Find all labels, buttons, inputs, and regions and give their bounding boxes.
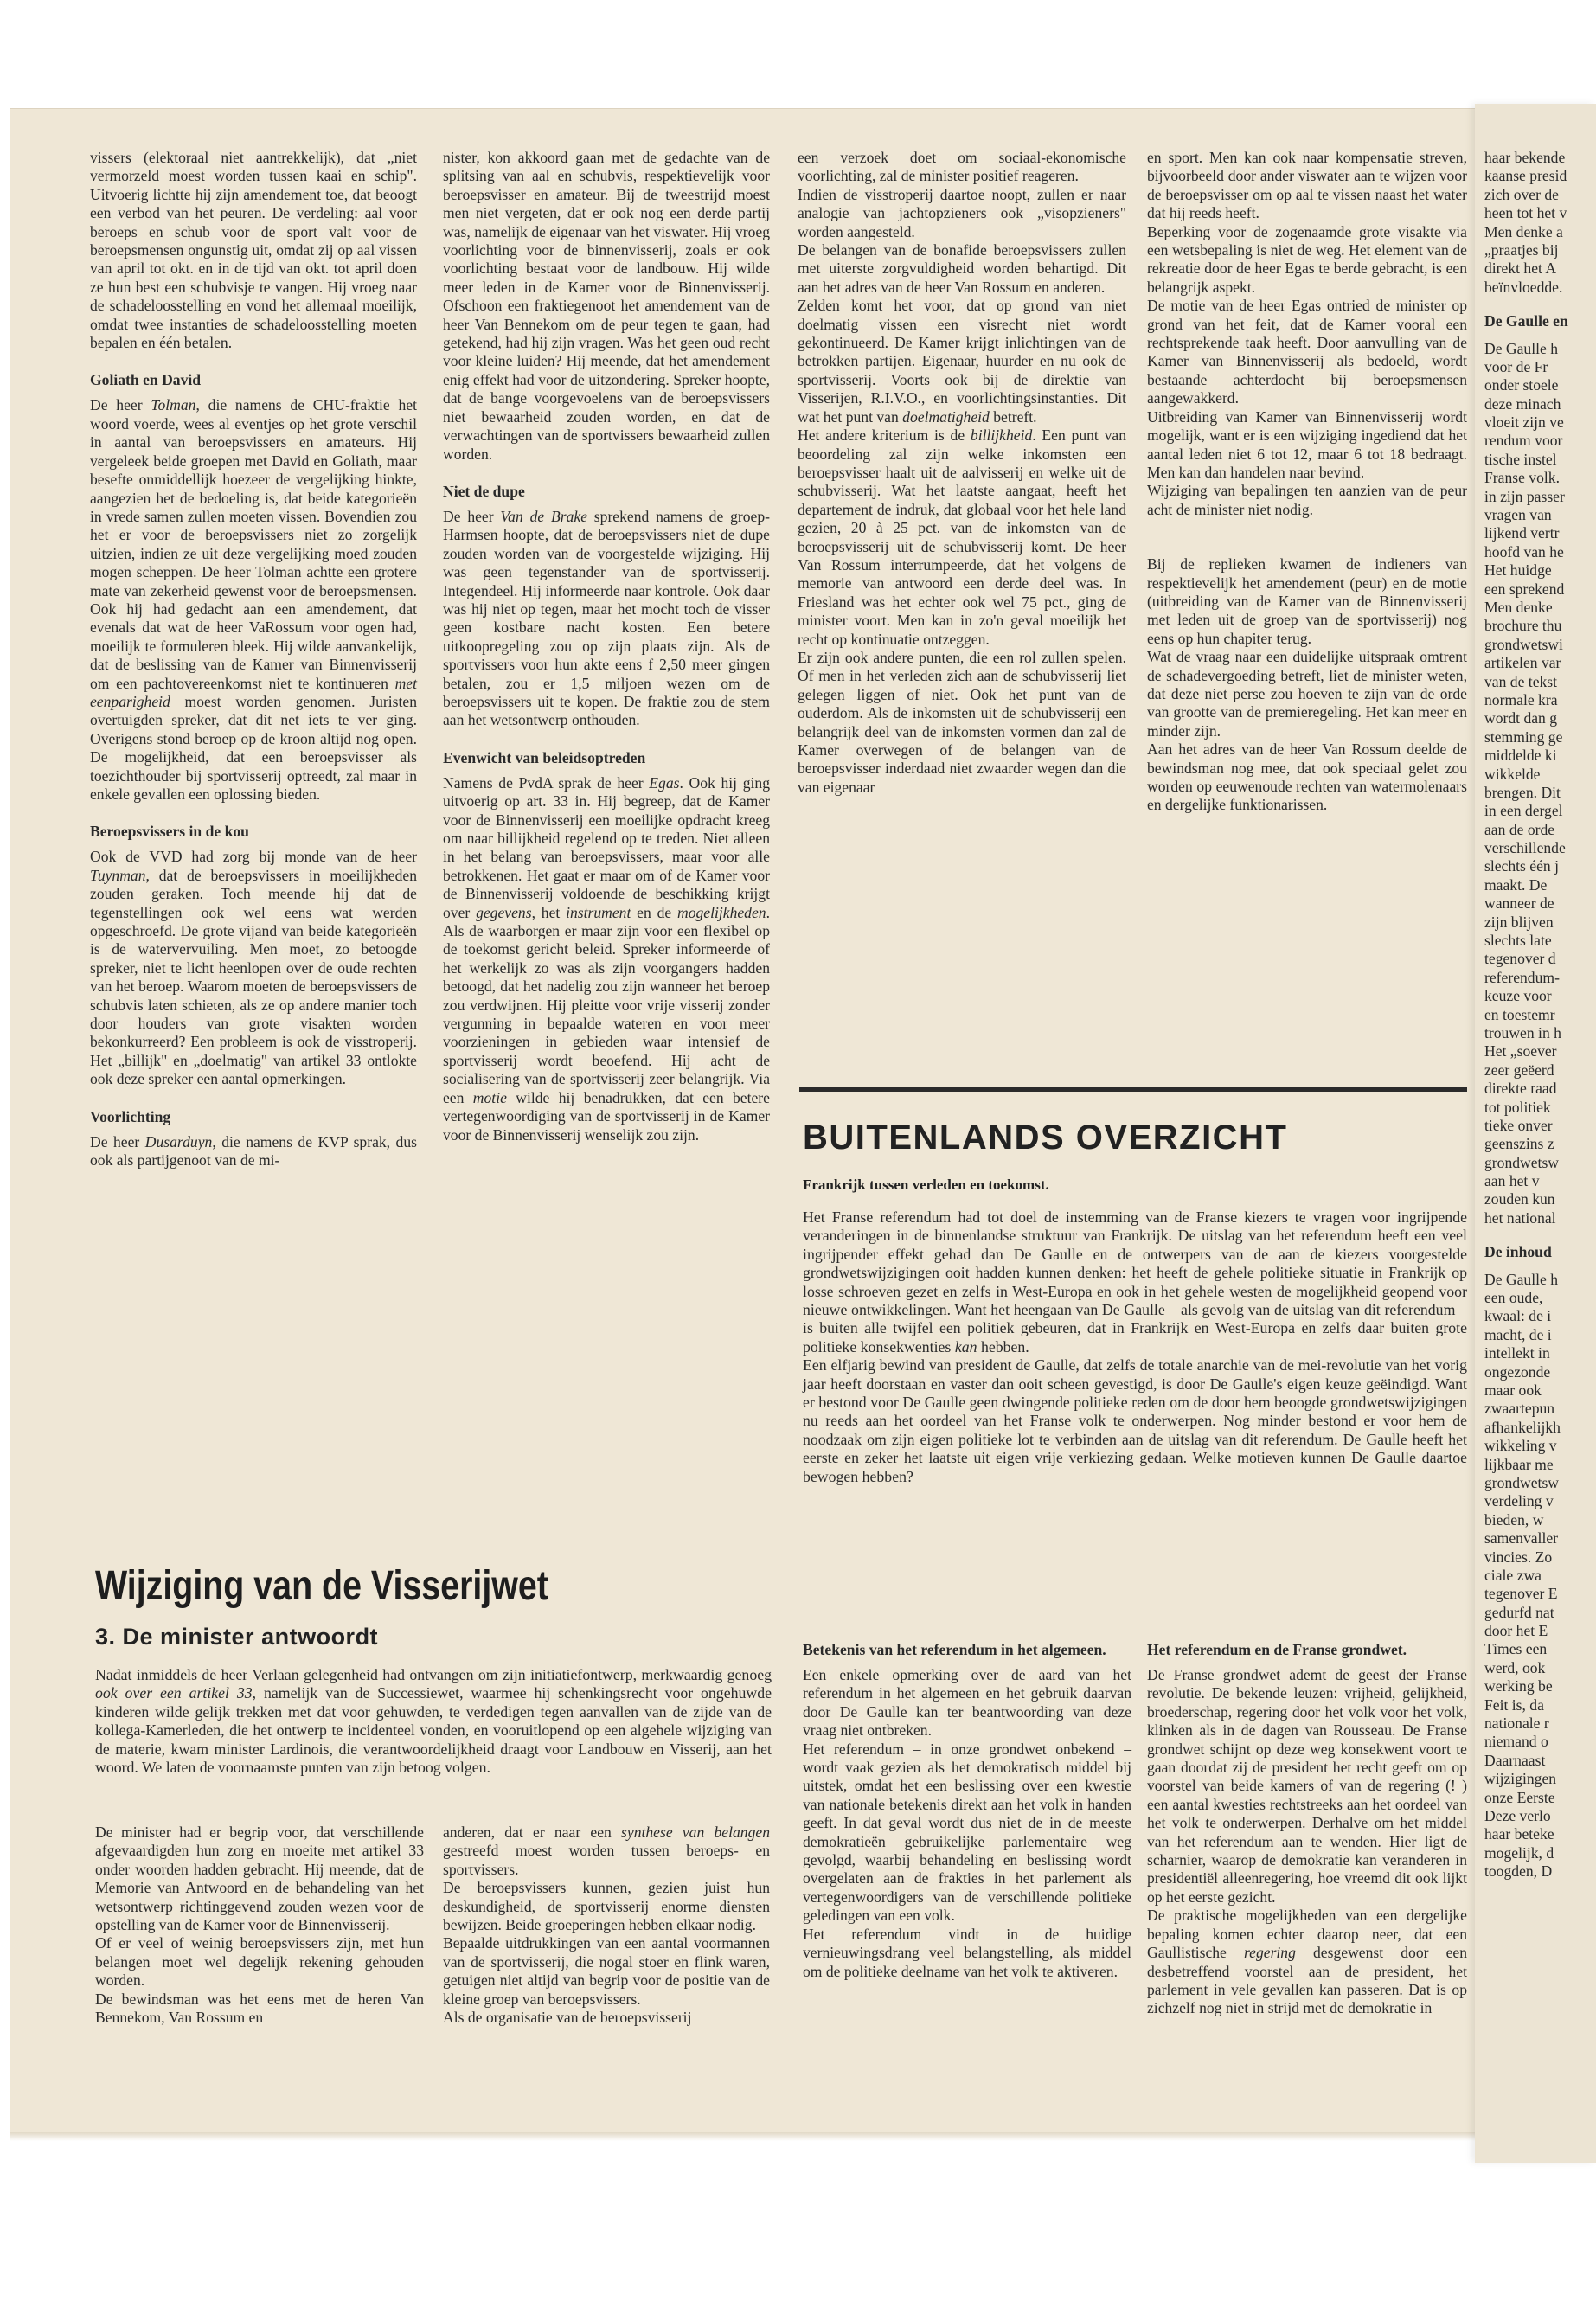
next-page-line: het national	[1484, 1208, 1556, 1227]
paragraph: Wijziging van bepalingen ten aanzien van de peur acht de minister niet nodig.	[1147, 482, 1467, 518]
article-lead: Het Franse referendum had tot doel de instemming van de Franse kiezers te vragen voor ingrijpende veranderingen in de binnenlandse struktuur van Frankrijk. De uitslag van het referendum heeft een veel ingrijpender effekt gehad dan De Gaulle en de ontwerpers van de aan de kiezers voorgestelde grondwetswijzigingen ooit hadden kunnen denken: het heeft de gehele politieke situatie in Frankrijk op losse schroeven gezet en zelfs in West-Europa en ook in het gehele westen de mogelijkheid geopend voor nieuwe ontwikkelingen. Want het heengaan van De Gaulle – als gevolg van de uitslag van dit referendum – is buiten alle twijfel een politiek gebeuren, dat in Frankrijk en West-Europa en zelfs daar buiten grote politieke konsekwenties kan hebben. Een elfjarig bewind van president de Gaulle, dat zelfs de totale anarchie van de mei-revolutie van het vorig jaar heeft doorstaan en vaster dan ooit scheen gevestigd, is door De Gaulle's eigen keuze geëindigd. Want er bestond voor De Gaulle geen dwingende politieke reden om de door hem beoogde grondwetswijzigingen nu reeds aan het oordeel van het Franse volk te onderwerpen. Nog minder bestond er voor hem de noodzaak om zijn eigen politieke lot te verbinden aan de uitslag van dit referendum. De Gaulle heeft het eerste en zeker het laatste uit eigen vrije verkiezing gedaan. Welke motieven kunnen De Gaulle daartoe bewogen hebben?	[803, 1208, 1467, 1485]
next-page-line: macht, de i	[1484, 1325, 1552, 1343]
next-page-line: Deze verlo	[1484, 1806, 1551, 1824]
next-page-line: zouden kun	[1484, 1190, 1555, 1208]
next-page-line: in een dergel	[1484, 802, 1563, 820]
next-page-line: slechts één j	[1484, 857, 1559, 875]
next-page-line: wijzigingen	[1484, 1770, 1557, 1788]
next-page-line: brengen. Dit	[1484, 783, 1561, 801]
next-page-line: intellekt in	[1484, 1344, 1550, 1362]
next-page-line: rendum voor	[1484, 432, 1563, 450]
next-page-line: Men denke	[1484, 598, 1553, 616]
paragraph: De beroepsvissers kunnen, gezien juist hun deskundigheid, de sportvisserij enorme diensten bewijzen. Beide groeperingen hebben elkaar nodig.	[443, 1879, 770, 1934]
paragraph: Ook de VVD had zorg bij monde van de heer Tuynman, dat de beroepsvissers in moeilijkheden zouden geraken. Toch meende hij dat de tegenstellingen ook wel eens wat werden opgeschroefd. De grote vijand van beide kategorieën is de watervervuiling. Men moet, zo betoogde spreker, niet te licht heenlopen over de oude rechten van het beroep. Waarom moeten de beroepsvissers de schubvis laten schieten, als ze op andere manier toch door houders van grote visakten worden bekonkurreerd? Een probleem is ook de visstroperij. Het „billijk" en „doelmatig" van artikel 33 ontlokte ook deze spreker een aantal opmerkingen.	[90, 848, 417, 1088]
next-page-line: brochure thu	[1484, 617, 1562, 635]
article-column-3	[798, 149, 1126, 797]
next-page-line: wanneer de	[1484, 894, 1554, 913]
paragraph: Als de organisatie van de beroepsvisserij	[443, 2009, 692, 2027]
paragraph: Namens de PvdA sprak de heer Egas. Ook hij ging uitvoerig op art. 33 in. Hij begreep, dat de Kamer voor de Binnenvisserij een moeilijke opdracht kreeg om naar billijkheid regelend op te treden. Niet alleen in het belang van beroepsvissers, maar voor alle betrokkenen. Het gaat er maar om of de Kamer voor de Binnenvisserij voldoende de beschikking krijgt over gegevens, het instrument en de mogelijkheden. Als de waarborgen er maar zijn voor een flexibel op de toekomst gericht beleid. Spreker informeerde of het werkelijk zo was als zijn voorgangers hadden betoogd, dat het nadelig zou zijn wanneer het beroep zou verdwijnen. Hij pleitte voor vrije visserij zonder vergunning in bepaalde wateren en voor meer voorzieningen in gebieden waar intensief de sportvisserij wordt beoefend. Hij acht de socialisering van de sportvisserij zeer belangrijk. Via een motie wilde hij benadrukken, dat een betere vertegenwoordiging van de sportvisserij in de Kamer voor de Binnenvisserij wenselijk zou zijn.	[443, 773, 771, 1144]
paragraph: Aan het adres van de heer Van Rossum deelde de bewindsman nog mee, dat ook speciaal gelet zou worden op eeuwenoude rechten van watermolenaars en dergelijke funktionarissen.	[1147, 740, 1467, 814]
next-page-line: Franse volk.	[1484, 469, 1560, 487]
next-page-line: zijn blijven	[1484, 913, 1554, 931]
next-page-line: direkte raad	[1484, 1080, 1557, 1098]
next-page-line: kaanse presid	[1484, 167, 1567, 185]
section-divider	[799, 1087, 1467, 1092]
paragraph: De heer Tolman, die namens de CHU-fraktie het woord voerde, wees al eventjes op het grote verschil in aantal van beroepsvissers en amateurs. Hij vergeleek beide groepen met David en Goliath, maar besefte onmiddellijk hoezeer de vergelijking hinkte, aangezien het de bedoeling is, dat beide kategorieën in vrede samen zullen moeten vissen. Bovendien zou het er voor de beroepsvissers niet zo zorgelijk uitzien, indien ze uit deze vergelijking moed zouden mogen scheppen. De heer Tolman achtte een grotere mate van zekerheid gewenst voor de beroepsmensen. Ook hij had gedacht aan een amendement, dat evenals dat wat de heer VaRossum voor ogen had, moeilijk te formuleren bleek. Hij wilde aanvankelijk, dat de beslissing van de Kamer van Binnenvisserij om een pachtovereenkomst niet te kontinueren met eenparigheid moest worden genomen. Juristen overtuigden spreker, dat dit net iets te ver ging. Overigens stond beroep op de kroon altijd nog open. De mogelijkheid, dat een beroepsvisser als toezichthouder bij sportvisserij optreedt, zal maar in enkele gevallen een oplossing bieden.	[90, 396, 417, 803]
next-page-line: haar beteke	[1484, 1825, 1554, 1843]
paragraph: Het referendum vindt in de huidige vernieuwingsdrang veel belangstelling, als middel om de politieke deelname van het volk te aktiveren.	[803, 1925, 1131, 1980]
article-lead: Nadat inmiddels de heer Verlaan gelegenheid had ontvangen om zijn initiatiefontwerp, merkwaardig genoeg ook over een artikel 33, namelijk van de Successiewet, waarmee hij schenkingsrecht voor ongehuwde kinderen wilde gelijk trekken met dat voor gehuwden, te verdedigen tegen aanvallen van de zijde van de kollega-Kamerleden, die het ontwerp te incidenteel vonden, en vooruitlopend op een algehele wijziging van de materie, kwam minister Lardinois, die verantwoordelijkheid draagt voor Landbouw en Visserij, aan het woord. We laten de voornaamste punten van zijn betoog volgen.	[95, 1666, 772, 1777]
next-page-line: Het „soever	[1484, 1042, 1557, 1061]
next-page-line: De Gaulle h	[1484, 339, 1559, 357]
next-page-line: ciale zwa	[1484, 1566, 1542, 1584]
next-page-line: grondwetsw	[1484, 1153, 1560, 1171]
next-page-line: zich over de	[1484, 185, 1559, 203]
paragraph: Bepaalde uitdrukkingen van een aantal voormannen van de sportvisserij, die nogal stoer en flink waren, getuigen niet altijd van begrip voor de positie van de kleine groep van beroepsvissers.	[443, 1934, 770, 2008]
next-page-line: van de tekst	[1484, 672, 1558, 690]
article-subtitle: 3. De minister antwoordt	[95, 1624, 379, 1650]
section-heading: Voorlichting	[90, 1107, 171, 1125]
next-page-block-3	[1484, 1271, 1595, 1881]
paragraph: Beperking voor de zogenaamde grote visakte via een wetsbepaling is niet de weg. Het element van de rekreatie door de heer Egas te berde gebracht, is een belangrijk aspekt.	[1147, 222, 1467, 296]
next-page-line: normale kra	[1484, 690, 1558, 708]
paragraph: Het andere kriterium is de billijkheid. Een punt van beoordeling zal zijn welke inkomsten een beroepsvisser haalt uit de aalvisserij en welke uit de schubvisserij. Wat het laatste aangaat, heeft het departement de indruk, dat globaal voor het hele land gezien, 20 à 25 pct. van de inkomsten van de beroepsvisserij uit de schubvisserij komt. De heer Van Rossum interrumpeerde, dat het volgens de memorie van antwoord een derde deel was. In Friesland was het echter ook wel 75 pct., ging de minister voort. Men kan in zo'n geval moeilijk het recht op kontinuatie ontzeggen.	[798, 426, 1126, 648]
paragraph: een verzoek doet om sociaal-ekonomische voorlichting, zal de minister positief reageren.	[798, 149, 1126, 185]
next-page-line: gedurfd nat	[1484, 1603, 1554, 1621]
next-page-block-2	[1484, 340, 1595, 1228]
next-page-line: „praatjes bij	[1484, 240, 1559, 259]
paragraph: De bewindsman was het eens met de heren Van Bennekom, Van Rossum en	[95, 1990, 424, 2027]
next-page-line: heen tot het v	[1484, 204, 1567, 222]
next-page-line: tot politiek	[1484, 1098, 1551, 1116]
section-banner: BUITENLANDS OVERZICHT	[803, 1118, 1288, 1157]
next-page-line: Daarnaast	[1484, 1751, 1546, 1769]
paragraph: Of er veel of weinig beroepsvissers zijn, met hun belangen moet wel degelijk rekening gehouden worden.	[95, 1934, 424, 1990]
next-page-line: referendum-	[1484, 968, 1560, 986]
paragraph: nister, kon akkoord gaan met de gedachte van de splitsing van aal en schubvis, respektievelijk voor beroepsvisser en amateur. Bij de tweestrijd moest men niet vergeten, dat er ook nog een derde partij was, namelijk de eigenaar van het viswater. Hij vroeg voorlichting voor de binnenvisserij, zoals er ook voorlichting bestaat voor de landbouw. Hij wilde meer leden in de Kamer voor de Binnenvisserij. Ofschoon een fraktiegenoot het amendement van de heer Van Bennekom om de peur tegen te gaan, had getekend, had hij zijn vragen. Was het geen oud recht voor kleine luiden? Hij meende, dat het amendement enig effekt had voor de uitzondering. Spreker hoopte, dat de bange voorgevoelens van de beroepsvissers niet bewaarheid zouden worden, en dat de verwachtingen van de sportvissers bewaarheid zullen worden.	[443, 149, 770, 463]
paragraph: vissers (elektoraal niet aantrekkelijk), dat „niet vermorzeld moest worden tussen kaai en schip". Uitvoerig lichtte hij zijn amendement toe, dat beoogt een verbod van het peuren. De verdeling: aal voor beroeps en schub voor de sport valt voor de beroepsmensen ongunstig uit, omdat zij op aal vissen van april tot okt. en in de tijd van okt. tot april doen ze hun best een schubvisje te vangen. Hij vroeg naar de schadeloosstelling en vond het allemaal moeilijk, omdat twee instanties de schadeloosstelling moeten bepalen en één betalen.	[90, 149, 417, 352]
next-page-line: in zijn passer	[1484, 487, 1565, 505]
next-page-line: maakt. De	[1484, 875, 1548, 894]
next-page-line: een sprekend	[1484, 580, 1565, 598]
next-page-line: zwaartepun	[1484, 1400, 1555, 1418]
next-page-line: grondwetswi	[1484, 635, 1563, 653]
next-page-line: mogelijk, d	[1484, 1843, 1554, 1862]
paragraph: Wat de vraag naar een duidelijke uitspraak omtrent de schadevergoeding betreft, liet de minister weten, dat deze niet perse zou hoeven te zijn van de orde van grootte van de premieregeling. Het kan meer en minder zijn.	[1147, 648, 1467, 740]
next-page-line: Times een	[1484, 1640, 1548, 1658]
paragraph: Het referendum – in onze grondwet onbekend – wordt vaak gezien als het demokratisch middel bij uitstek, omdat het een beslissing over een kwestie van nationale betekenis direkt aan het volk in handen geeft. In dat geval wordt dus niet de in de meeste demokratieën gebruikelijke parlementaire weg gevolgd, waarbij behandeling en beslissing wordt overgelaten aan de frakties in het parlement als vertegenwoordigers van de verschillende politieke geledingen van een volk.	[803, 1740, 1131, 1925]
next-page-line: toogden, D	[1484, 1862, 1553, 1881]
next-page-line: tische instel	[1484, 450, 1557, 468]
next-page-line: deze minach	[1484, 394, 1561, 413]
section-heading: De Gaulle en	[1484, 312, 1568, 330]
paragraph: Zelden komt het voor, dat op grond van niet doelmatig vissen een visrecht niet wordt gekontinueerd. De Kamer krijgt inlichtingen van de betrokken partijen. Eigenaar, huurder en nu ook de sportvisserij. Voorts ook bij de direktie van Visserijen, R.I.V.O., en voorlichtingsinstanties. Dit wat het punt van doelmatigheid betreft.	[798, 297, 1126, 426]
paragraph: De belangen van de bonafide beroepsvissers zullen met uiterste zorgvuldigheid worden behartigd. Dit aan het adres van de heer Van Rossum en anderen.	[798, 241, 1126, 296]
article-subtitle: Frankrijk tussen verleden en toekomst.	[803, 1176, 1049, 1193]
next-page-line: verdeling v	[1484, 1492, 1554, 1510]
next-page-line: een oude,	[1484, 1289, 1543, 1307]
next-page-line: onze Eerste	[1484, 1788, 1555, 1806]
next-page-line: afhankelijkh	[1484, 1418, 1561, 1436]
next-page-line: geenszins z	[1484, 1135, 1554, 1153]
section-heading: Evenwicht van beleidsoptreden	[443, 748, 646, 766]
next-page-line: wordt dan g	[1484, 709, 1558, 727]
article-column-buitenlands-left	[803, 1641, 1131, 1981]
next-page-line: De Gaulle h	[1484, 1270, 1559, 1288]
next-page-line: keuze voor	[1484, 987, 1552, 1005]
next-page-line: tegenover E	[1484, 1585, 1558, 1603]
next-page-line: stemming ge	[1484, 727, 1563, 746]
next-page-line: trouwen in h	[1484, 1023, 1561, 1042]
section-heading: De inhoud	[1484, 1243, 1552, 1261]
next-page-line: werking be	[1484, 1677, 1553, 1695]
paragraph: De motie van de heer Egas ontried de minister op grond van het feit, dat de Kamer vooral een rechtsprekende taak heeft. Door aanvulling van de Kamer van Binnenvisserij als bedoeld, wordt bestaande achterdocht bij beroepsmensen aangewakkerd.	[1147, 297, 1467, 407]
next-page-line: hoofd van he	[1484, 542, 1564, 561]
next-page-line: door het E	[1484, 1622, 1548, 1640]
section-heading: Betekenis van het referendum in het algemeen.	[803, 1641, 1106, 1658]
paragraph: Bij de replieken kwamen de indieners van respektievelijk het amendement (peur) en de motie (uitbreiding van de Kamer van de Binnenvisserij met leden uit de groep van de sportvisserij) nog eens op hun chapiter terug.	[1147, 555, 1467, 647]
next-page-line: haar bekende	[1484, 149, 1566, 166]
section-heading: Het referendum en de Franse grondwet.	[1147, 1641, 1407, 1658]
next-page-line: middelde ki	[1484, 747, 1557, 765]
next-page-line: lijkbaar me	[1484, 1455, 1554, 1473]
article-headline: Wijziging van de Visserijwet	[95, 1563, 548, 1609]
paragraph: De heer Van de Brake sprekend namens de groep-Harmsen hoopte, dat de beroepsvissers niet de dupe zouden worden van de voorgestelde wijziging. Hij was geen tegenstander van de sportvisserij. Integendeel. Hij informeerde naar kontrole. Ook daar was hij niet op tegen, maar het mocht toch de visser geen kostbare nacht kosten. Een betere uitkoopregeling zou op zijn plaats zijn. Als de sportvissers voor hun akte eens f 2,50 meer gingen betalen, zou er 1,5 miljoen wezen om de beroepsvissers uit te kopen. De fraktie zou de stem aan het wetsontwerp onthouden.	[443, 507, 770, 729]
next-page-line: artikelen var	[1484, 654, 1561, 672]
next-page-line: voor de Fr	[1484, 357, 1548, 375]
next-page-line: bieden, w	[1484, 1510, 1544, 1529]
next-page-block-1	[1484, 149, 1595, 297]
article-column-wijziging-right	[443, 1823, 770, 2027]
next-page-line: tegenover d	[1484, 950, 1556, 968]
next-page-line: beïnvloedde.	[1484, 278, 1563, 296]
next-page-line: verschillende	[1484, 839, 1566, 857]
page-shadow	[10, 2132, 1503, 2141]
next-page-line: Het huidge	[1484, 561, 1552, 580]
paragraph: anderen, dat er naar een synthese van belangen gestreefd moest worden tussen beroeps- en sportvissers.	[443, 1823, 770, 1878]
paragraph: en sport. Men kan ook naar kompensatie streven, bijvoorbeeld door ander viswater aan te wijzen voor de beroepsvisser om op aal te vissen naast het water dat hij reeds heeft.	[1147, 149, 1467, 222]
next-page-line: vloeit zijn ve	[1484, 413, 1564, 432]
next-page-line: ongezonde	[1484, 1362, 1551, 1381]
paragraph: Indien de visstroperij daartoe noopt, zullen er naar analogie van jachtopzieners ook „visopzieners" worden aangesteld.	[798, 185, 1126, 240]
next-page-line: direkt het A	[1484, 260, 1557, 278]
next-page-line: nationale r	[1484, 1715, 1549, 1733]
article-column-buitenlands-right	[1147, 1641, 1467, 2018]
next-page-line: wikkelde	[1484, 765, 1541, 783]
next-page-line: onder stoele	[1484, 376, 1559, 394]
section-heading: Goliath en David	[90, 371, 202, 389]
next-page-line: kwaal: de i	[1484, 1307, 1552, 1325]
paragraph: De minister had er begrip voor, dat verschillende afgevaardigden hun zorg en moeite met artikel 33 onder woorden hadden gebracht. Hij meende, dat de Memorie van Antwoord en de behandeling van het wetsontwerp richtinggevend zouden wezen voor de opstelling van de Kamer voor de Binnenvisserij.	[95, 1823, 424, 1934]
article-column-1	[90, 149, 417, 1170]
paragraph: Uitbreiding van Kamer van Binnenvisserij wordt mogelijk, want er is een wijziging ingediend dat het aantal leden niet 6 tot 12, maar 6 tot 18 bedraagt. Men kan dan handelen naar bevind.	[1147, 407, 1467, 481]
section-heading: Niet de dupe	[443, 482, 525, 500]
section-heading: Beroepsvissers in de kou	[90, 823, 249, 841]
next-page-line: Feit is, da	[1484, 1695, 1544, 1714]
paragraph: Er zijn ook andere punten, die een rol zullen spelen. Of men in het verleden zich aan de schubvisserij liet gelegen liggen of niet. Ook het punt van de ouderdom. Als de inkomsten uit de schubvisserij een belangrijk deel van de inkomsten vormen dan zal de Kamer overwegen of de belangen van de beroepsvisser inderdaad niet zwaarder wegen dan die van eigenaar	[798, 648, 1126, 796]
next-page-line: aan het v	[1484, 1172, 1540, 1190]
next-page-line: vragen van	[1484, 506, 1552, 524]
next-page-line: grondwetsw	[1484, 1473, 1560, 1491]
next-page-line: lijkend vertr	[1484, 524, 1560, 542]
next-page-line: aan de orde	[1484, 820, 1555, 838]
next-page-line: Men denke a	[1484, 222, 1563, 240]
next-page-line: maar ook	[1484, 1381, 1542, 1399]
article-column-2	[443, 149, 770, 1144]
next-page-line: slechts late	[1484, 932, 1552, 950]
next-page-line: niemand o	[1484, 1733, 1548, 1751]
next-page-line: en toestemr	[1484, 1005, 1555, 1023]
article-column-4	[1147, 149, 1467, 815]
next-page-line: zeer geëerd	[1484, 1061, 1554, 1079]
next-page-column	[1484, 149, 1595, 2138]
paragraph: Een enkele opmerking over de aard van het referendum in het algemeen en het gebruik daarvan door De Gaulle kan ter beantwoording van deze vraag niet ontbreken.	[803, 1666, 1131, 1740]
next-page-line: werd, ook	[1484, 1658, 1546, 1676]
paragraph: De Franse grondwet ademt de geest der Franse revolutie. De bekende leuzen: vrijheid, gelijkheid, broederschap, regering door het volk voor het volk, klinken als in de dagen van Rousseau. De Franse grondwet schijnt op deze weg konsekwent voort te gaan doordat zij de president het recht geeft om op voorstel van beide kamers of van de regering (! ) een aantal kwesties rechtstreeks aan het oordeel van het volk te onderwerpen. Derhalve om het middel van het referendum aan te wenden. Hier ligt de scharnier, waarop de demokratie kan veranderen in presidentiël alleenregering, hoe vreemd dit ook lijkt op het eerste gezicht.	[1147, 1666, 1467, 1906]
next-page-line: wikkeling v	[1484, 1437, 1557, 1455]
paragraph: De heer Dusarduyn, die namens de KVP sprak, dus ook als partijgenoot van de mi-	[90, 1132, 418, 1170]
next-page-line: tieke onver	[1484, 1116, 1553, 1134]
article-column-wijziging-left	[95, 1823, 424, 2027]
next-page-line: samenvaller	[1484, 1529, 1558, 1548]
paragraph: De praktische mogelijkheden van een dergelijke bepaling komen echter daarop neer, dat een Gaullistische regering desgewenst door een desbetreffend voorstel aan de president, het parlement in vele gevallen kan passeren. Dat is op zichzelf nog niet in strijd met de demokratie in	[1147, 1907, 1467, 2017]
next-page-line: vincies. Zo	[1484, 1548, 1553, 1566]
